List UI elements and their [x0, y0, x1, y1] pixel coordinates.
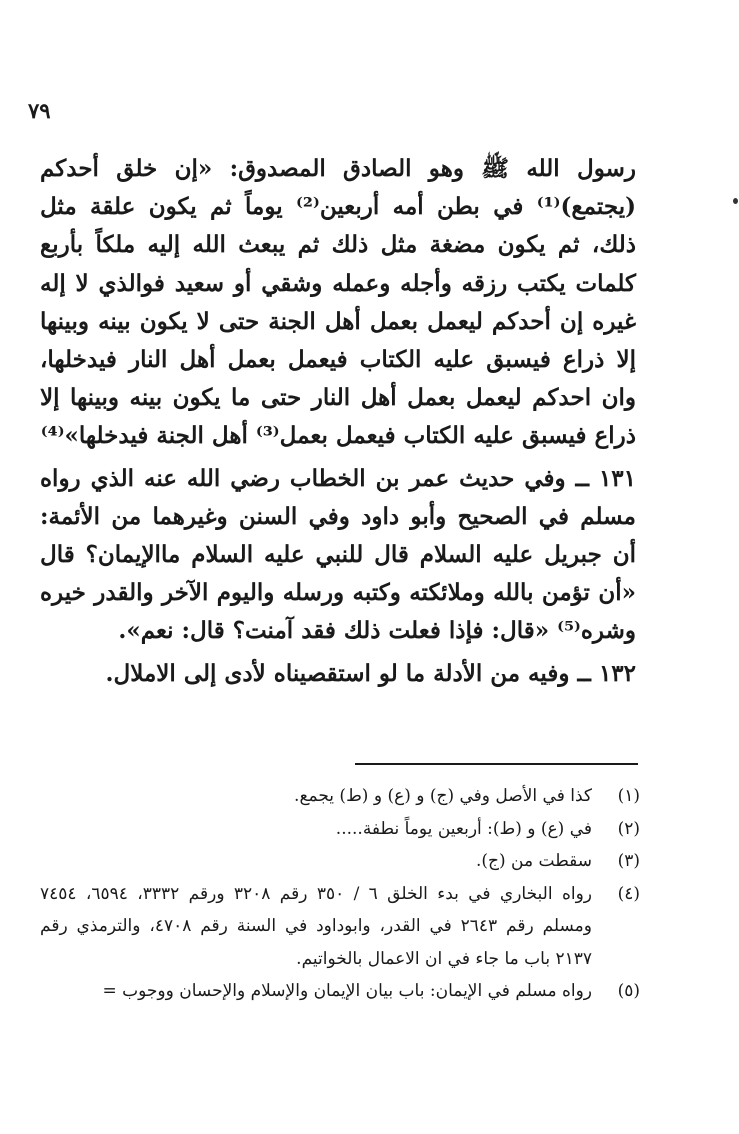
- footnote-4: [40, 878, 640, 976]
- footnote-5: [40, 975, 640, 1008]
- footnote-number: (٢): [617, 818, 640, 839]
- footnote-text: رواه مسلم في الإيمان: باب بيان الإيمان والإسلام والإحسان ووجوب =: [102, 981, 592, 1001]
- footnote-2: [40, 813, 640, 846]
- footnote-3: [40, 845, 640, 878]
- footnote-1: [40, 780, 640, 813]
- footnote-number: (٤): [617, 883, 640, 904]
- paragraph-131: ١٣١ ــ وفي حديث عمر بن الخطاب رضي الله عنه الذي رواه مسلم في الصحيح وأبو داود وفي السنن وغيرهما من الأئمة: أن جبريل عليه السلام قال للنبي عليه السلام ماالإيمان؟ قال «أن تؤمن بالله وملائكته وكتبه ورسله واليوم الآخر والقدر خيره وشره⁽⁵⁾ «قال: فإذا فعلت ذلك فقد آمنت؟ قال: نعم».: [40, 464, 636, 645]
- footnote-divider: [355, 763, 638, 765]
- main-text: [40, 150, 636, 693]
- footnotes: [40, 780, 640, 1008]
- footnote-text: كذا في الأصل وفي (ج) و (ع) و (ط) يجمع.: [294, 786, 592, 806]
- footnote-text: في (ع) و (ط): أربعين يوماً نطفة.....: [335, 818, 592, 839]
- paragraph-hadith-creation: رسول الله ﷺ وهو الصادق المصدوق: «إن خلق أحدكم (يجتمع)⁽¹⁾ في بطن أمه أربعين⁽²⁾ يوماً ثم يكون علقة مثل ذلك، ثم يكون مضغة مثل ذلك ثم يبعث الله إليه ملكاً بأربع كلمات يكتب رزقه وأجله وعمله وشقي أو سعيد فوالذي لا إله غيره إن أحدكم ليعمل بعمل أهل الجنة حتى لا يكون بينه وبينها إلا ذراع فيسبق عليه الكتاب فيعمل بعمل أهل النار فيدخلها، وان احدكم ليعمل بعمل أهل النار حتى ما يكون بينه وبينها إلا ذراع فيسبق عليه الكتاب فيعمل بعمل⁽³⁾ أهل الجنة فيدخلها»⁽⁴⁾: [40, 155, 636, 450]
- paragraph-132: ١٣٢ ــ وفيه من الأدلة ما لو استقصيناه لأدى إلى الاملال.: [105, 659, 636, 687]
- margin-speck: [733, 198, 738, 204]
- footnote-number: (٣): [617, 851, 640, 871]
- footnote-number: (٥): [617, 981, 640, 1001]
- footnote-text: سقطت من (ج).: [476, 851, 592, 871]
- page-number: ٧٩: [28, 98, 51, 123]
- footnote-number: (١): [617, 786, 640, 806]
- footnote-text: رواه البخاري في بدء الخلق ٦ / ٣٥٠ رقم ٣٢٠٨ ورقم ٣٣٣٢، ٦٥٩٤، ٧٤٥٤ ومسلم رقم ٢٦٤٣ في القدر، وابوداود في السنة رقم ٤٧٠٨، والترمذي رقم ٢١٣٧ باب ما جاء في ان الاعمال بالخواتيم.: [40, 883, 592, 969]
